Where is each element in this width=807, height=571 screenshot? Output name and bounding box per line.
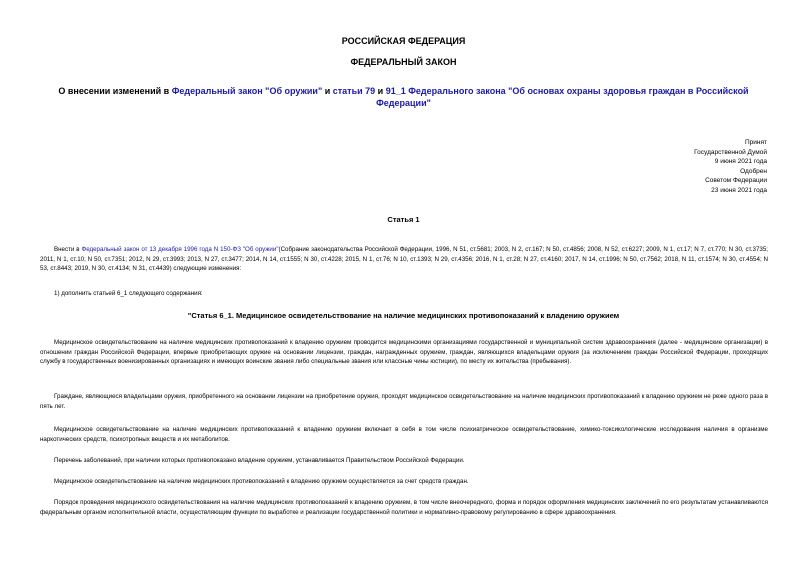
p5-text: Медицинское освидетельствование на наличие медицинских противопоказаний к владению оружием включает в себя в том числе психиатрическое освидетельствование, химико-токсикологические исследования наличия в организме наркотических средств, психотропных веществ и их метаболитов. [40,426,768,443]
title-prefix: О внесении изменений в [58,86,172,96]
paragraph-item-1 [40,289,768,299]
intro-citations: (Собрание законодательства Российской Федерации, 1996, N 51, ст.5681; 2003, N 2, ст.167; N 50, ст.4856; 2008, N 52, ст.6227; 2009, N 1, ст.17; N 7, ст.770; N 30, ст.3735; 2011, N 1, ст.10; N 50, ст.7351; 2012, N 29, ст.3993; 2013, N 27, ст.3477; 2014, N 14, ст.1555; N 30, ст.4228; 2015, N 1, ст.76; N 10, ст.1393; N 29, ст.4356; 2016, N 1, ст.28; N 27, ст.4160; 2017, N 14, ст.1996; N 50, ст.7562; 2018, N 11, ст.1574; N 30, ст.4554; N 53, ст.8443; 2019, N 30, ст.4134; N 31, ст.4439) следующие изменения: [40,246,768,272]
law-type-heading: ФЕДЕРАЛЬНЫЙ ЗАКОН [350,57,457,67]
approved-body: Советом Федерации [705,177,767,184]
paragraph-intro [40,245,768,274]
link-law-150fz[interactable]: Федеральный закон от 13 декабря 1996 года N 150-ФЗ "Об оружии" [81,246,279,253]
title-link-health-law[interactable]: 91_1 Федерального закона "Об основах охраны здоровья граждан в Российской Федерации" [376,86,749,108]
paragraph-6 [40,456,768,466]
paragraph-8 [40,498,768,517]
adoption-block [694,138,767,195]
title-mid2: и [375,86,386,96]
paragraph-5 [40,425,768,444]
approved-label: Одобрен [740,167,767,175]
p8-text: Порядок проведения медицинского освидетельствования на наличие медицинских противопоказаний к владению оружием, в том числе внеочередного, форма и порядок оформления медицинских заключений по его результатам устанавливаются федеральным органом исполнительной власти, осуществляющим функции по выработке и реализации государственной политики и нормативно-правовому регулированию в сфере здравоохранения. [40,499,768,516]
adopted-label: Принят [744,139,767,146]
law-title [40,85,767,109]
title-link-article-79[interactable]: статьи 79 [332,86,376,96]
item-1-text: 1) дополнить статьей 6_1 следующего содержания: [54,290,203,297]
adopted-date: 9 июня 2021 года [714,158,767,165]
paragraph-7 [40,477,768,487]
approved-date: 23 июня 2021 года [711,186,767,194]
article-6-1-heading: "Статья 6_1. Медицинское освидетельствование на наличие медицинских противопоказаний к владению оружием [187,311,620,320]
p6-text: Перечень заболеваний, при наличии которых противопоказано владение оружием, устанавливается Правительством Российской Федерации. [54,457,465,464]
country-heading: РОССИЙСКАЯ ФЕДЕРАЦИЯ [341,36,466,46]
article-1-heading: Статья 1 [387,215,420,224]
p7-text: Медицинское освидетельствование на наличие медицинских противопоказаний к владению оружием осуществляется за счет средств граждан. [54,478,469,485]
intro-prefix: Внести в [54,246,82,253]
title-mid: и [322,86,333,96]
title-link-law-on-weapons[interactable]: Федеральный закон "Об оружии" [171,86,323,96]
adopted-body: Государственной Думой [694,148,767,156]
p4-text: Граждане, являющиеся владельцами оружия, приобретенного на основании лицензии на приобретение оружия, проходят медицинское освидетельствование на наличие медицинских противопоказаний к владению оружием не реже одного раза в пять лет. [40,393,768,410]
p3-text: Медицинское освидетельствование на наличие медицинских противопоказаний к владению оружием проводится медицинскими организациями государственной и муниципальной систем здравоохранения (далее - медицинские организации) в отношении граждан Российской Федерации, впервые приобретающих оружие на основании лицензии, граждан, награжденных оружием, граждан, являющихся владельцами оружия (за исключением граждан Российской Федерации, проходящих службу в государственных военизированных организациях и имеющих воинские звания либо специальные звания или классные чины юстиции), по месту их жительства (пребывания). [40,339,768,365]
paragraph-3 [40,338,768,367]
paragraph-4 [40,392,768,411]
